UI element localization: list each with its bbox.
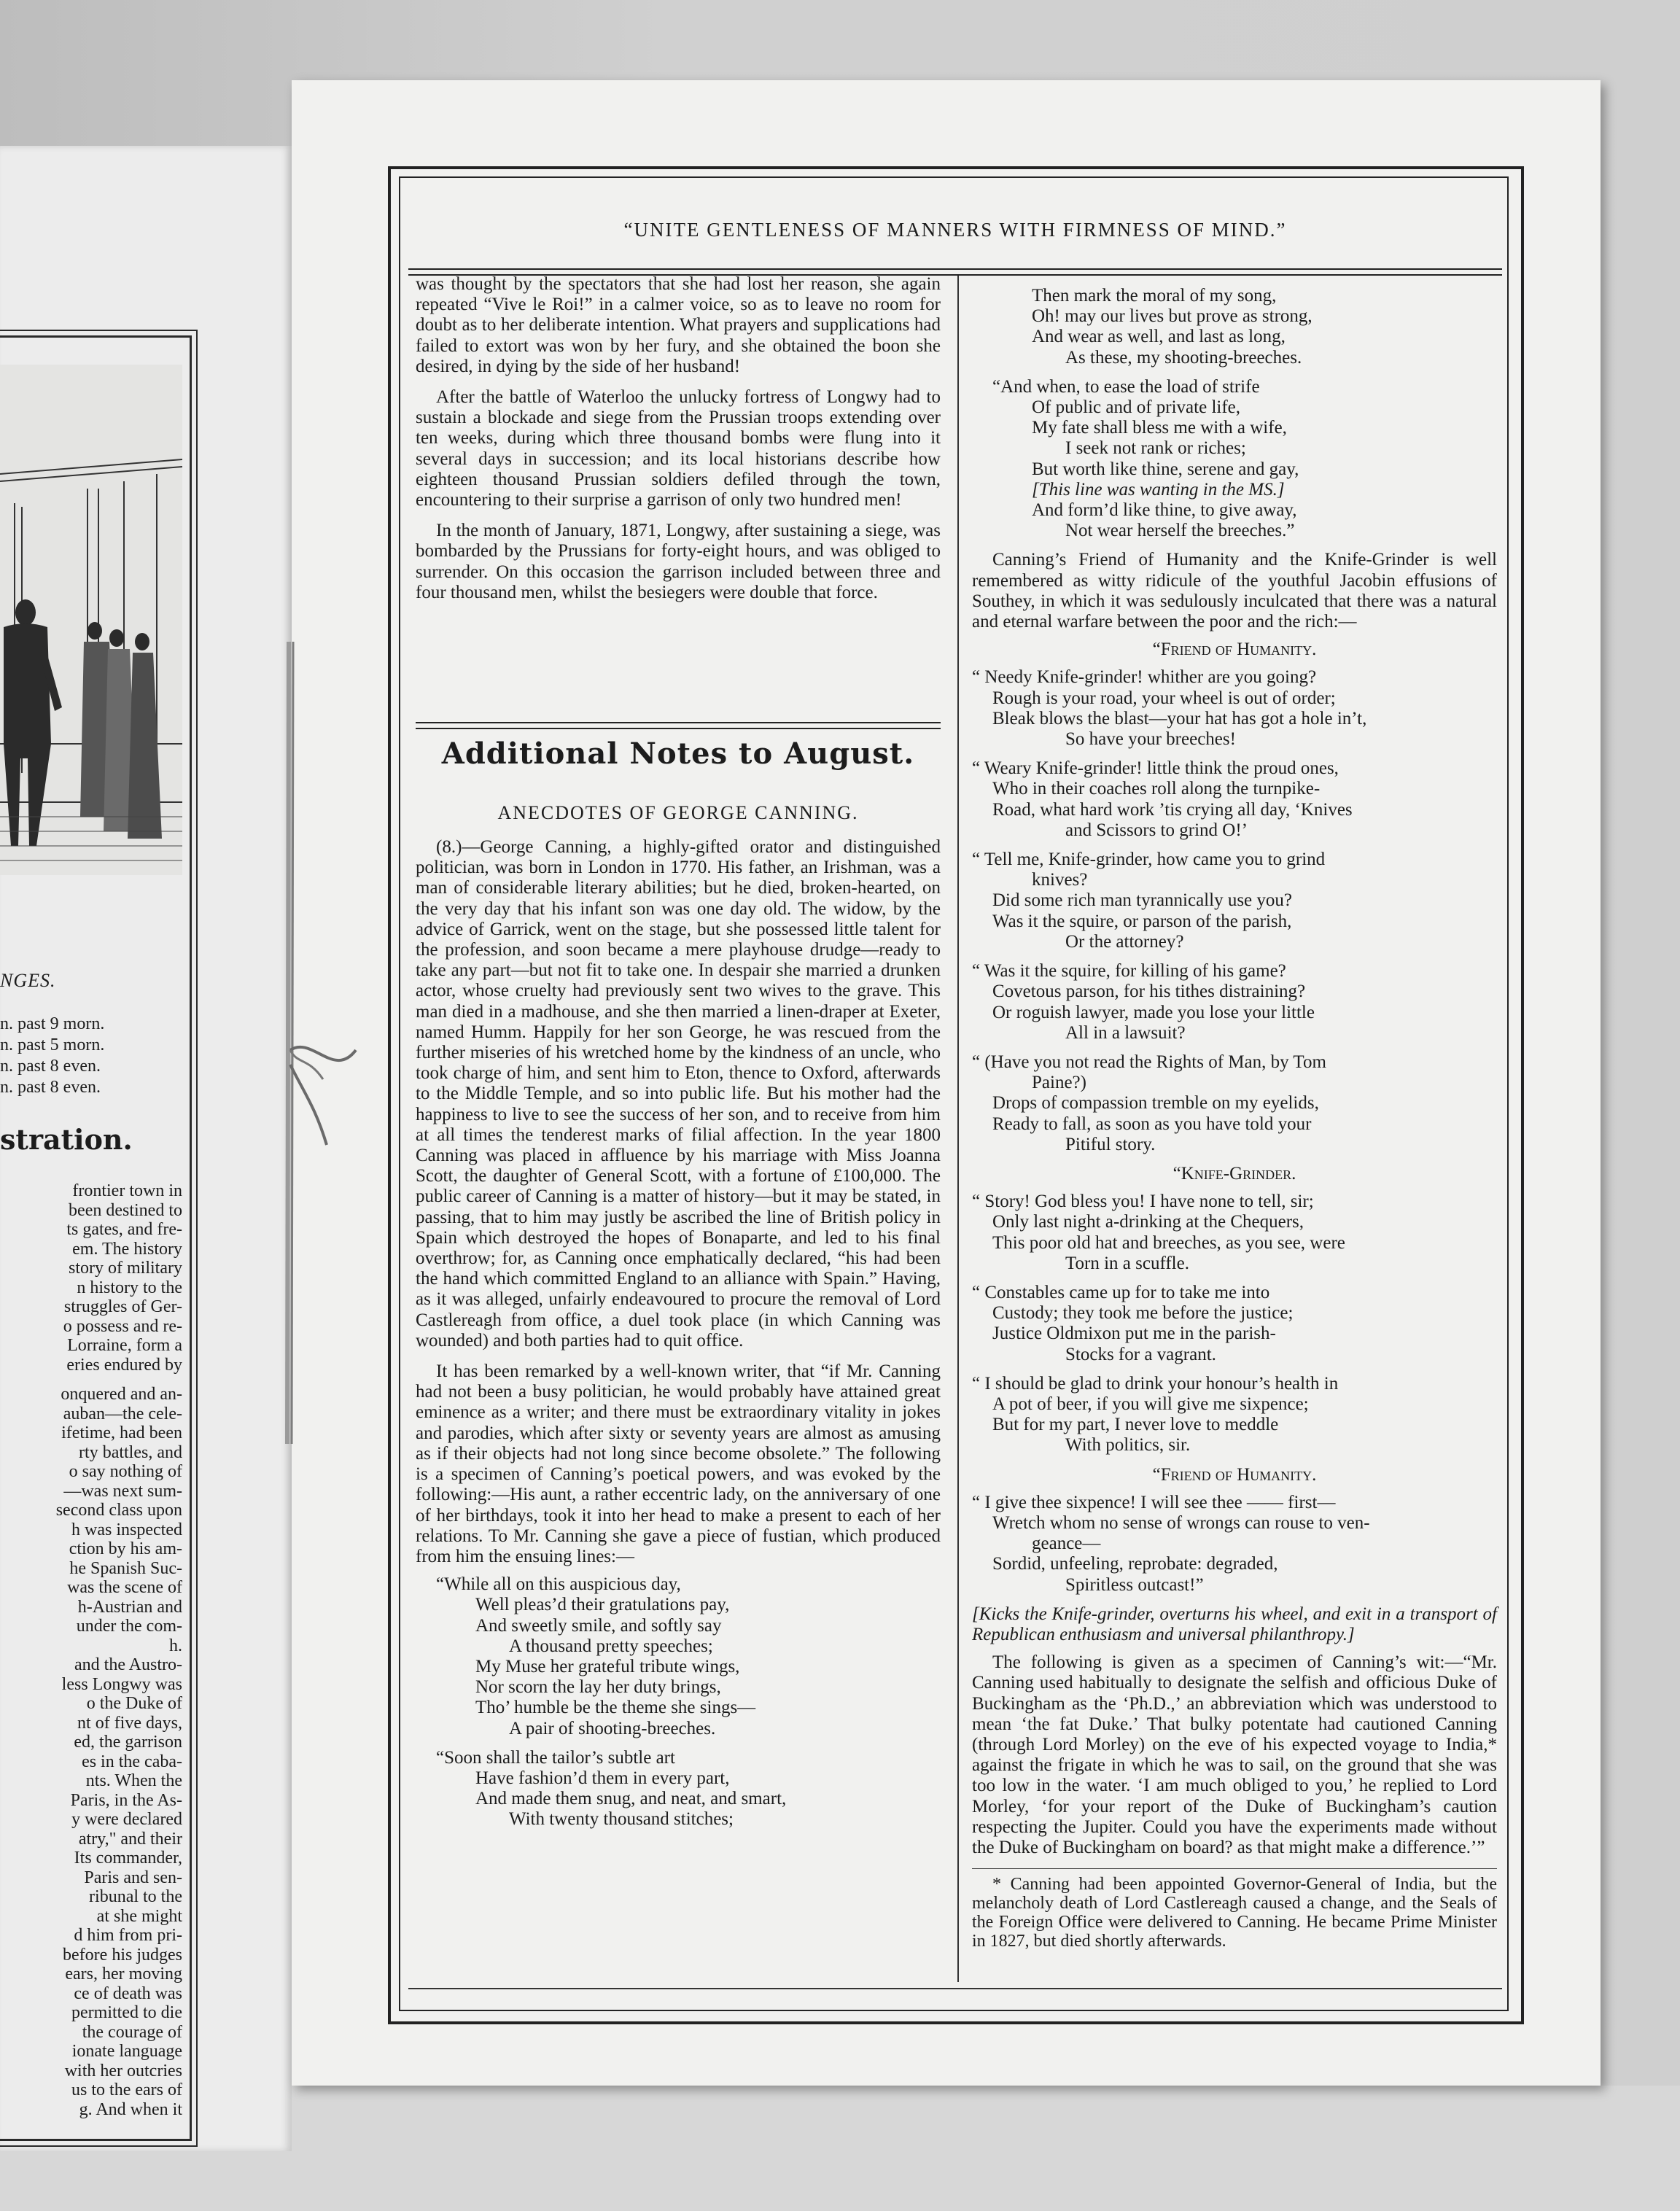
grinder-heading: “Knife-Grinder. [1172, 1163, 1296, 1184]
verse-line: Road, what hard work ’tis crying all day, ‘Knives [992, 799, 1353, 820]
verse-line: Spiritless outcast!” [1065, 1574, 1204, 1595]
left-text-line: story of military [69, 1259, 182, 1278]
left-text-line: atry," and their [78, 1829, 182, 1849]
changes-item: n. past 8 even. [0, 1078, 101, 1097]
friend-stanzas-2 [972, 1493, 1497, 1596]
stanza [972, 667, 1497, 750]
changes-item: n. past 8 even. [0, 1057, 101, 1076]
verse-line: Stocks for a vagrant. [1065, 1344, 1216, 1364]
stanza [972, 961, 1497, 1044]
verse-line: Oh! may our lives but prove as strong, [1032, 306, 1312, 327]
verse-line: and Scissors to grind O!’ [1065, 820, 1248, 840]
verse-line: Well pleas’d their gratulations pay, [475, 1595, 730, 1615]
left-text-line: us to the ears of [71, 2080, 182, 2099]
left-text-line: onquered and an- [61, 1385, 182, 1404]
verse-line: “ Story! God bless you! I have none to tell, sir; [972, 1192, 1314, 1212]
paragraph: (8.)—George Canning, a highly-gifted orator and distinguished politician, was born in London in 1770. His father, an Irishman, was a man of considerable literary abilities; but he died, broken-hearted, on the very day that his infant son was one day old. The widow, by the advice of Garrick, went on the stage, but she possessed little talent for the profession, and soon became a mere playhouse drudge—ready to take any part—but not fit to take one. In despair she married a drunken actor, whose cruelty had previously sent two wives to the grave. This man died in a madhouse, and she then married a linen-draper at Exeter, named Humm. Happily for her son George, he was rescued from the further miseries of his wretched home by the kindness of an uncle, who took charge of him, and sent him to Eton, thence to Oxford, afterwards to the Middle Temple, and so into public life. But his mother had the happiness to live to see the success of her son, and to receive from him at all times the tenderest marks of filial affection. In the year 1800 Canning was placed in affluence by his marriage with Miss Joanna Scott, the daughter of General Scott, with a fortune of £100,000. The public career of Canning is a matter of history—but it may be stated, in passing, that to him may justly be ascribed the line of British policy in Spain which destroyed the hopes of Bonaparte, and led to his final overthrow; for, as Canning once emphatically declared, “his had been the hand which committed England to an alliance with Spain.” Having, as it was alleged, unfairly endeavoured to procure the removal of Lord Castlereagh from office, a duel took place (in which Canning was wounded) and both parties had to quit office. [416, 837, 941, 1351]
poem-continuation [972, 286, 1497, 541]
verse-line: “ Needy Knife-grinder! whither are you going? [972, 667, 1317, 688]
column-right [972, 286, 1497, 1951]
changes-title: NGES. [0, 970, 56, 991]
verse-line: Pitiful story. [1065, 1134, 1156, 1154]
left-text-line: eries endured by [66, 1355, 182, 1375]
changes-item: n. past 9 morn. [0, 1014, 105, 1033]
left-text-line: es in the caba- [82, 1752, 182, 1771]
verse-line: “Soon shall the tailor’s subtle art [436, 1747, 675, 1768]
left-text-line: ed, the garrison [74, 1733, 182, 1752]
verse-line: Justice Oldmixon put me in the parish- [992, 1324, 1276, 1344]
verse-line: Covetous parson, for his tithes distraining? [992, 982, 1306, 1002]
verse-line: Custody; they took me before the justice; [992, 1303, 1294, 1324]
verse-line: And form’d like thine, to give away, [1032, 500, 1297, 521]
verse-line: And sweetly smile, and softly say [475, 1615, 722, 1636]
verse-line: Or roguish lawyer, made you lose your little [992, 1002, 1315, 1022]
verse-line: And made them snug, and neat, and smart, [475, 1789, 787, 1809]
verse-line: With politics, sir. [1065, 1435, 1191, 1456]
verse-line: “ Constables came up for to take me into [972, 1282, 1270, 1302]
left-text-line: he Spanish Suc- [69, 1558, 182, 1578]
verse-line: Wretch whom no sense of wrongs can rouse to ven- [992, 1512, 1370, 1533]
left-text-line: Its commander, [74, 1849, 182, 1868]
left-text-line: Lorraine, form a [67, 1336, 182, 1355]
verse-line: A pot of beer, if you will give me sixpence; [992, 1394, 1309, 1414]
verse-line: Paine?) [1032, 1073, 1086, 1093]
verse-line: And wear as well, and last as long, [1032, 327, 1286, 347]
verse-line: A pair of shooting-breeches. [509, 1718, 716, 1738]
left-text-line: been destined to [69, 1200, 182, 1220]
left-text-line: the courage of [82, 2022, 182, 2042]
stanza [416, 1748, 941, 1830]
verse-line: Of public and of private life, [1032, 397, 1241, 418]
left-text-line: em. The history [72, 1239, 182, 1259]
engraving-figures [0, 365, 182, 875]
paragraph: was thought by the spectators that she had lost her reason, she again repeated “Vive le Roi!” in a calmer voice, so as to leave no room for doubt as to her deliberate intention. What prayers and supplications had failed to extort was won by her fury, and she obtained the boon she desired, in dying by the side of her husband! [416, 274, 941, 376]
verse-line: “While all on this auspicious day, [436, 1574, 681, 1595]
left-text-line: auban—the cele- [63, 1404, 182, 1423]
left-text-line: —was next sum- [63, 1481, 182, 1501]
left-text-line: o the Duke of [86, 1694, 182, 1713]
footnote: * Canning had been appointed Governor-General of India, but the melancholy death of Lord Castlereagh caused a change, and the Seals of the Foreign Office were delivered to Canning. He became Prime Minister in 1827, but died shortly afterwards. [972, 1868, 1497, 1951]
verse-line: I seek not rank or riches; [1065, 438, 1246, 459]
left-text-line: o possess and re- [63, 1316, 182, 1336]
verse-line: So have your breeches! [1065, 729, 1236, 750]
left-page-text [0, 1181, 182, 2119]
left-text-line: o say nothing of [69, 1462, 182, 1481]
verse-line: But for my part, I never love to meddle [992, 1415, 1279, 1435]
column-divider [957, 276, 959, 1982]
stanza [972, 286, 1497, 368]
stanza [972, 850, 1497, 952]
paragraph: It has been remarked by a well-known writer, that “if Mr. Canning had not been a busy politician, he would probably have attained great eminence as a writer; and there must be extraordinary vitality in jokes and parodies, which after sixty or seventy years are almost as amusing as if their objects had not long since become obsolete.” The following is a specimen of Canning’s poetical powers, and was evoked by the following:—His aunt, a rather eccentric lady, on the anniversary of one of her birthdays, took it into her head to make a present to each of her relations. To Mr. Canning she gave a piece of fustian, which produced from him the ensuing lines:— [416, 1361, 941, 1566]
verse-line: [This line was wanting in the MS.] [1032, 479, 1285, 500]
verse-line: Sordid, unfeeling, reprobate: degraded, [992, 1554, 1278, 1574]
changes-list [0, 1014, 182, 1098]
friend-heading-1: “Friend of Humanity. [1152, 640, 1317, 660]
verse-line: Not wear herself the breeches.” [1065, 521, 1295, 541]
stanza [972, 1493, 1497, 1596]
verse-line: geance— [1032, 1534, 1101, 1554]
notes-heading: Additional Notes to August. [441, 737, 915, 771]
left-text-line: d him from pri- [74, 1926, 182, 1945]
verse-line: This poor old hat and breeches, as you see, were [992, 1232, 1345, 1253]
grinder-stanzas [972, 1192, 1497, 1456]
verse-line: Nor scorn the lay her duty brings, [475, 1677, 721, 1698]
left-text-line: was the scene of [67, 1578, 182, 1597]
stanza [972, 1374, 1497, 1456]
verse-line: As these, my shooting-breeches. [1065, 347, 1302, 368]
verse-line: But worth like thine, serene and gay, [1032, 459, 1299, 479]
left-text-line: at she might [96, 1906, 182, 1926]
stanza [972, 1283, 1497, 1365]
left-text-line: n history to the [77, 1278, 182, 1297]
stanza [972, 1052, 1497, 1155]
left-text-line: ts gates, and fre- [66, 1220, 182, 1239]
verse-line: All in a lawsuit? [1065, 1022, 1186, 1043]
verse-line: “ Tell me, Knife-grinder, how came you to grind [972, 850, 1326, 870]
left-text-line: ce of death was [74, 1983, 182, 2003]
verse-line: Tho’ humble be the theme she sings— [475, 1698, 756, 1718]
verse-line: knives? [1032, 870, 1088, 890]
left-text-line: under the com- [76, 1617, 182, 1636]
friend-heading-2: “Friend of Humanity. [1152, 1464, 1317, 1485]
left-text-line: nt of five days, [77, 1713, 182, 1733]
verse-line: Only last night a-drinking at the Chequers, [992, 1212, 1304, 1232]
verse-line: “ I should be glad to drink your honour’s health in [972, 1373, 1339, 1394]
left-text-line [0, 1375, 182, 1385]
section-rule [416, 722, 941, 729]
column-left-canning [416, 837, 941, 1839]
left-section-heading: stration. [0, 1123, 133, 1156]
verse-line: Have fashion’d them in every part, [475, 1768, 730, 1788]
binding-thread [283, 642, 305, 1444]
verse-line: Drops of compassion tremble on my eyelids, [992, 1093, 1319, 1114]
left-text-line: rty battles, and [79, 1442, 182, 1462]
stanza [972, 1192, 1497, 1274]
left-text-line: ribunal to the [89, 1887, 182, 1906]
verse-line: With twenty thousand stitches; [509, 1809, 734, 1830]
canning-wit-paragraph: The following is given as a specimen of Canning’s wit:—“Mr. Canning used habitually to designate the selfish and officious Duke of Buckingham as the ‘Ph.D.,’ an abbreviation which was understood to mean ‘the fat Duke.’ That bulky potentate had cautioned Canning (through Lord Morley) on the eve of his expected voyage to India,* against the frigate in which he was to sail, on the ground that she was too low in the water. ‘I am much obliged to you,’ he replied to Lord Morley, ‘for your report of the Duke of Buckingham’s caution respecting the Jupiter. Could you have the experiments made without the Duke of Buckingham on board? as that might make a difference.’” [972, 1652, 1497, 1858]
left-text-line: y were declared [71, 1810, 182, 1829]
bottom-rule [408, 1988, 1502, 1989]
verse-line: “ I give thee sixpence! I will see thee —— first— [972, 1492, 1336, 1512]
changes-item: n. past 5 morn. [0, 1035, 105, 1054]
left-text-line: h was inspected [71, 1520, 182, 1539]
friend-stanzas-1 [972, 667, 1497, 1154]
verse-line: Rough is your road, your wheel is out of order; [992, 688, 1336, 708]
binding-thread-drawing [283, 642, 363, 1444]
left-text-line: Paris and sen- [84, 1868, 182, 1887]
left-text-line: nts. When the [85, 1771, 182, 1790]
verse-line: Was it the squire, or parson of the parish, [992, 911, 1292, 931]
stanza [972, 377, 1497, 542]
left-text-line: before his judges [63, 1945, 182, 1965]
left-text-line: permitted to die [71, 2003, 182, 2022]
left-text-line: ifetime, had been [61, 1423, 182, 1442]
running-head: “UNITE GENTLENESS OF MANNERS WITH FIRMNESS OF MIND.” [623, 219, 1287, 241]
left-text-line: h-Austrian and [77, 1597, 182, 1617]
verse-line: Or the attorney? [1065, 931, 1184, 952]
left-text-line: struggles of Ger- [63, 1297, 182, 1316]
verse-line: “And when, to ease the load of strife [992, 376, 1260, 397]
paragraph: In the month of January, 1871, Longwy, after sustaining a siege, was bombarded by the Prussians for forty-eight hours, and was obliged to surrender. On this occasion the garrison included between three and four thousand men, whilst the besiegers were double that force. [416, 521, 941, 602]
engraving-illustration [0, 365, 182, 875]
left-text-line: and the Austro- [74, 1655, 182, 1674]
verse-line: Torn in a scuffle. [1065, 1253, 1189, 1273]
column-left-top [416, 274, 941, 603]
verse-line: My fate shall bless me with a wife, [1032, 418, 1287, 438]
left-text-line: h. [169, 1636, 182, 1655]
left-text-line: less Longwy was [61, 1674, 182, 1694]
stanza [416, 1574, 941, 1739]
verse-line: “ Was it the squire, for killing of his game? [972, 961, 1286, 982]
verse-line: Did some rich man tyrannically use you? [992, 890, 1292, 911]
verse-line: Ready to fall, as soon as you have told your [992, 1114, 1312, 1134]
knife-grinder-intro: Canning’s Friend of Humanity and the Knife-Grinder is well remembered as witty ridicule of the youthful Jacobin effusions of Southey, in which it was sedulously inculcated that there was a natural and eternal warfare between the poor and the rich:— [972, 550, 1497, 632]
left-text-line: g. And when it [79, 2099, 182, 2119]
verse-line: Bleak blows the blast—your hat has got a hole in’t, [992, 708, 1367, 728]
anecdotes-heading: ANECDOTES OF GEORGE CANNING. [497, 802, 859, 823]
left-text-line: with her outcries [64, 2061, 182, 2080]
left-text-line: Paris, in the As- [70, 1790, 182, 1810]
verse-line: Who in their coaches roll along the turnpike- [992, 779, 1321, 799]
verse-line: “ (Have you not read the Rights of Man, by Tom [972, 1052, 1326, 1072]
left-text-line: second class upon [55, 1501, 182, 1520]
left-text-line: ction by his am- [69, 1539, 182, 1558]
stanza [972, 758, 1497, 841]
stage-direction: [Kicks the Knife-grinder, overturns his wheel, and exit in a transport of Republican enthusiasm and universal philanthropy.] [972, 1604, 1497, 1644]
left-text-line: frontier town in [72, 1181, 182, 1200]
left-text-line: ears, her moving [65, 1965, 182, 1983]
left-page [0, 146, 292, 2151]
canning-poem [416, 1574, 941, 1830]
verse-line: “ Weary Knife-grinder! little think the proud ones, [972, 758, 1339, 779]
paragraph: After the battle of Waterloo the unlucky fortress of Longwy had to sustain a blockade and siege from the Prussian troops extending over ten weeks, during which three thousand bombs were flung into it several days in succession; and its local historians describe how eighteen thousand Prussian soldiers defiled through the town, encountering to their surprise a garrison of only two hundred men! [416, 387, 941, 510]
left-text-line: ionate language [71, 2042, 182, 2061]
verse-line: A thousand pretty speeches; [509, 1636, 713, 1656]
verse-line: Then mark the moral of my song, [1032, 286, 1277, 306]
verse-line: My Muse her grateful tribute wings, [475, 1656, 740, 1676]
